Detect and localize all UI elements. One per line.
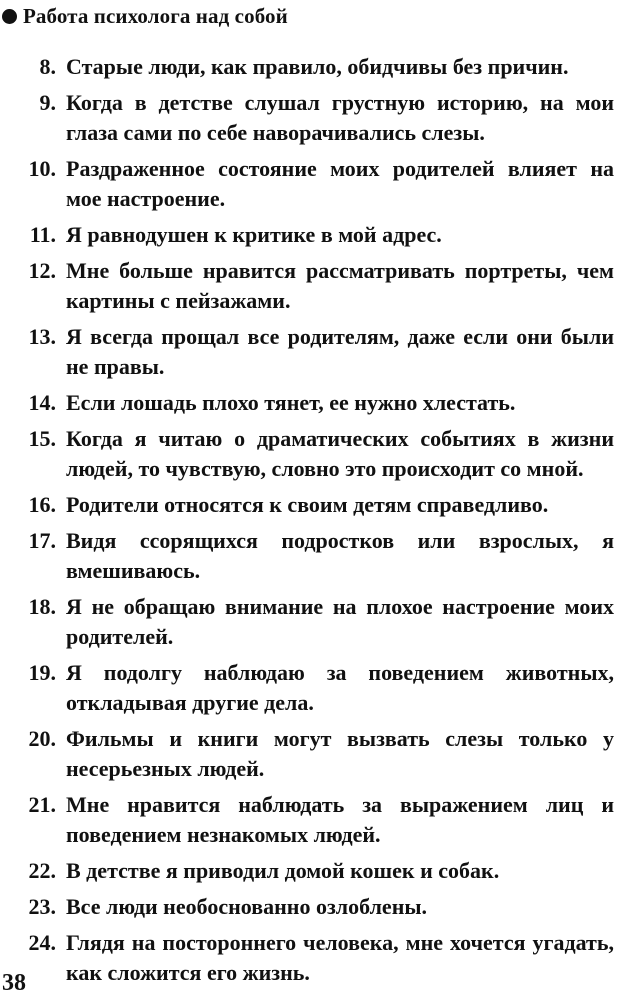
item-number: 16. (28, 492, 56, 517)
item-number: 8. (39, 54, 56, 79)
list-item (0, 526, 620, 586)
running-header (2, 4, 288, 28)
list-item (0, 856, 620, 886)
item-number: 20. (28, 726, 56, 751)
item-text: Если лошадь плохо тянет, ее нужно хлестать. (66, 390, 516, 415)
list-item (0, 928, 620, 988)
header-title: Работа психолога над собой (23, 3, 288, 28)
item-number: 23. (28, 894, 56, 919)
questionnaire-list (0, 52, 620, 994)
item-number: 17. (28, 528, 56, 553)
item-text: Старые люди, как правило, обидчивы без причин. (66, 54, 569, 79)
item-text: Когда в детстве слушал грустную историю, на мои глаза сами по себе наворачивались слезы. (66, 90, 614, 145)
list-item (0, 658, 620, 718)
item-text: Глядя на постороннего человека, мне хочется угадать, как сложится его жизнь. (66, 930, 614, 985)
item-number: 22. (28, 858, 56, 883)
item-text: Фильмы и книги могут вызвать слезы только у несерьезных людей. (66, 726, 614, 781)
list-item (0, 88, 620, 148)
item-text: Раздраженное состояние моих родителей влияет на мое настроение. (66, 156, 614, 211)
item-number: 18. (28, 594, 56, 619)
list-item (0, 490, 620, 520)
list-item (0, 424, 620, 484)
list-item (0, 892, 620, 922)
item-number: 14. (28, 390, 56, 415)
item-text: Я равнодушен к критике в мой адрес. (66, 222, 442, 247)
page-number: 38 (2, 970, 26, 996)
list-item (0, 52, 620, 82)
item-text: Видя ссорящихся подростков или взрослых, я вмешиваюсь. (66, 528, 614, 583)
list-item (0, 790, 620, 850)
bullet-icon (2, 9, 17, 24)
item-number: 21. (28, 792, 56, 817)
item-text: Я всегда прощал все родителям, даже если они были не правы. (66, 324, 614, 379)
item-number: 12. (28, 258, 56, 283)
item-number: 19. (28, 660, 56, 685)
list-item (0, 322, 620, 382)
list-item (0, 154, 620, 214)
item-text: Мне больше нравится рассматривать портреты, чем картины с пейзажами. (66, 258, 614, 313)
item-text: Все люди необоснованно озлоблены. (66, 894, 428, 919)
item-text: Когда я читаю о драматических событиях в жизни людей, то чувствую, словно это происходит со мной. (66, 426, 614, 481)
item-text: Я подолгу наблюдаю за поведением животных, откладывая другие дела. (66, 660, 614, 715)
item-number: 10. (28, 156, 56, 181)
item-number: 13. (28, 324, 56, 349)
item-text: Родители относятся к своим детям справедливо. (66, 492, 549, 517)
list-item (0, 592, 620, 652)
item-number: 24. (28, 930, 56, 955)
list-item (0, 388, 620, 418)
list-item (0, 724, 620, 784)
item-text: В детстве я приводил домой кошек и собак. (66, 858, 500, 883)
list-item (0, 256, 620, 316)
item-text: Мне нравится наблюдать за выражением лиц и поведением незнакомых людей. (66, 792, 614, 847)
item-number: 11. (29, 222, 56, 247)
item-number: 9. (39, 90, 56, 115)
item-text: Я не обращаю внимание на плохое настроение моих родителей. (66, 594, 614, 649)
list-item (0, 220, 620, 250)
item-number: 15. (28, 426, 56, 451)
